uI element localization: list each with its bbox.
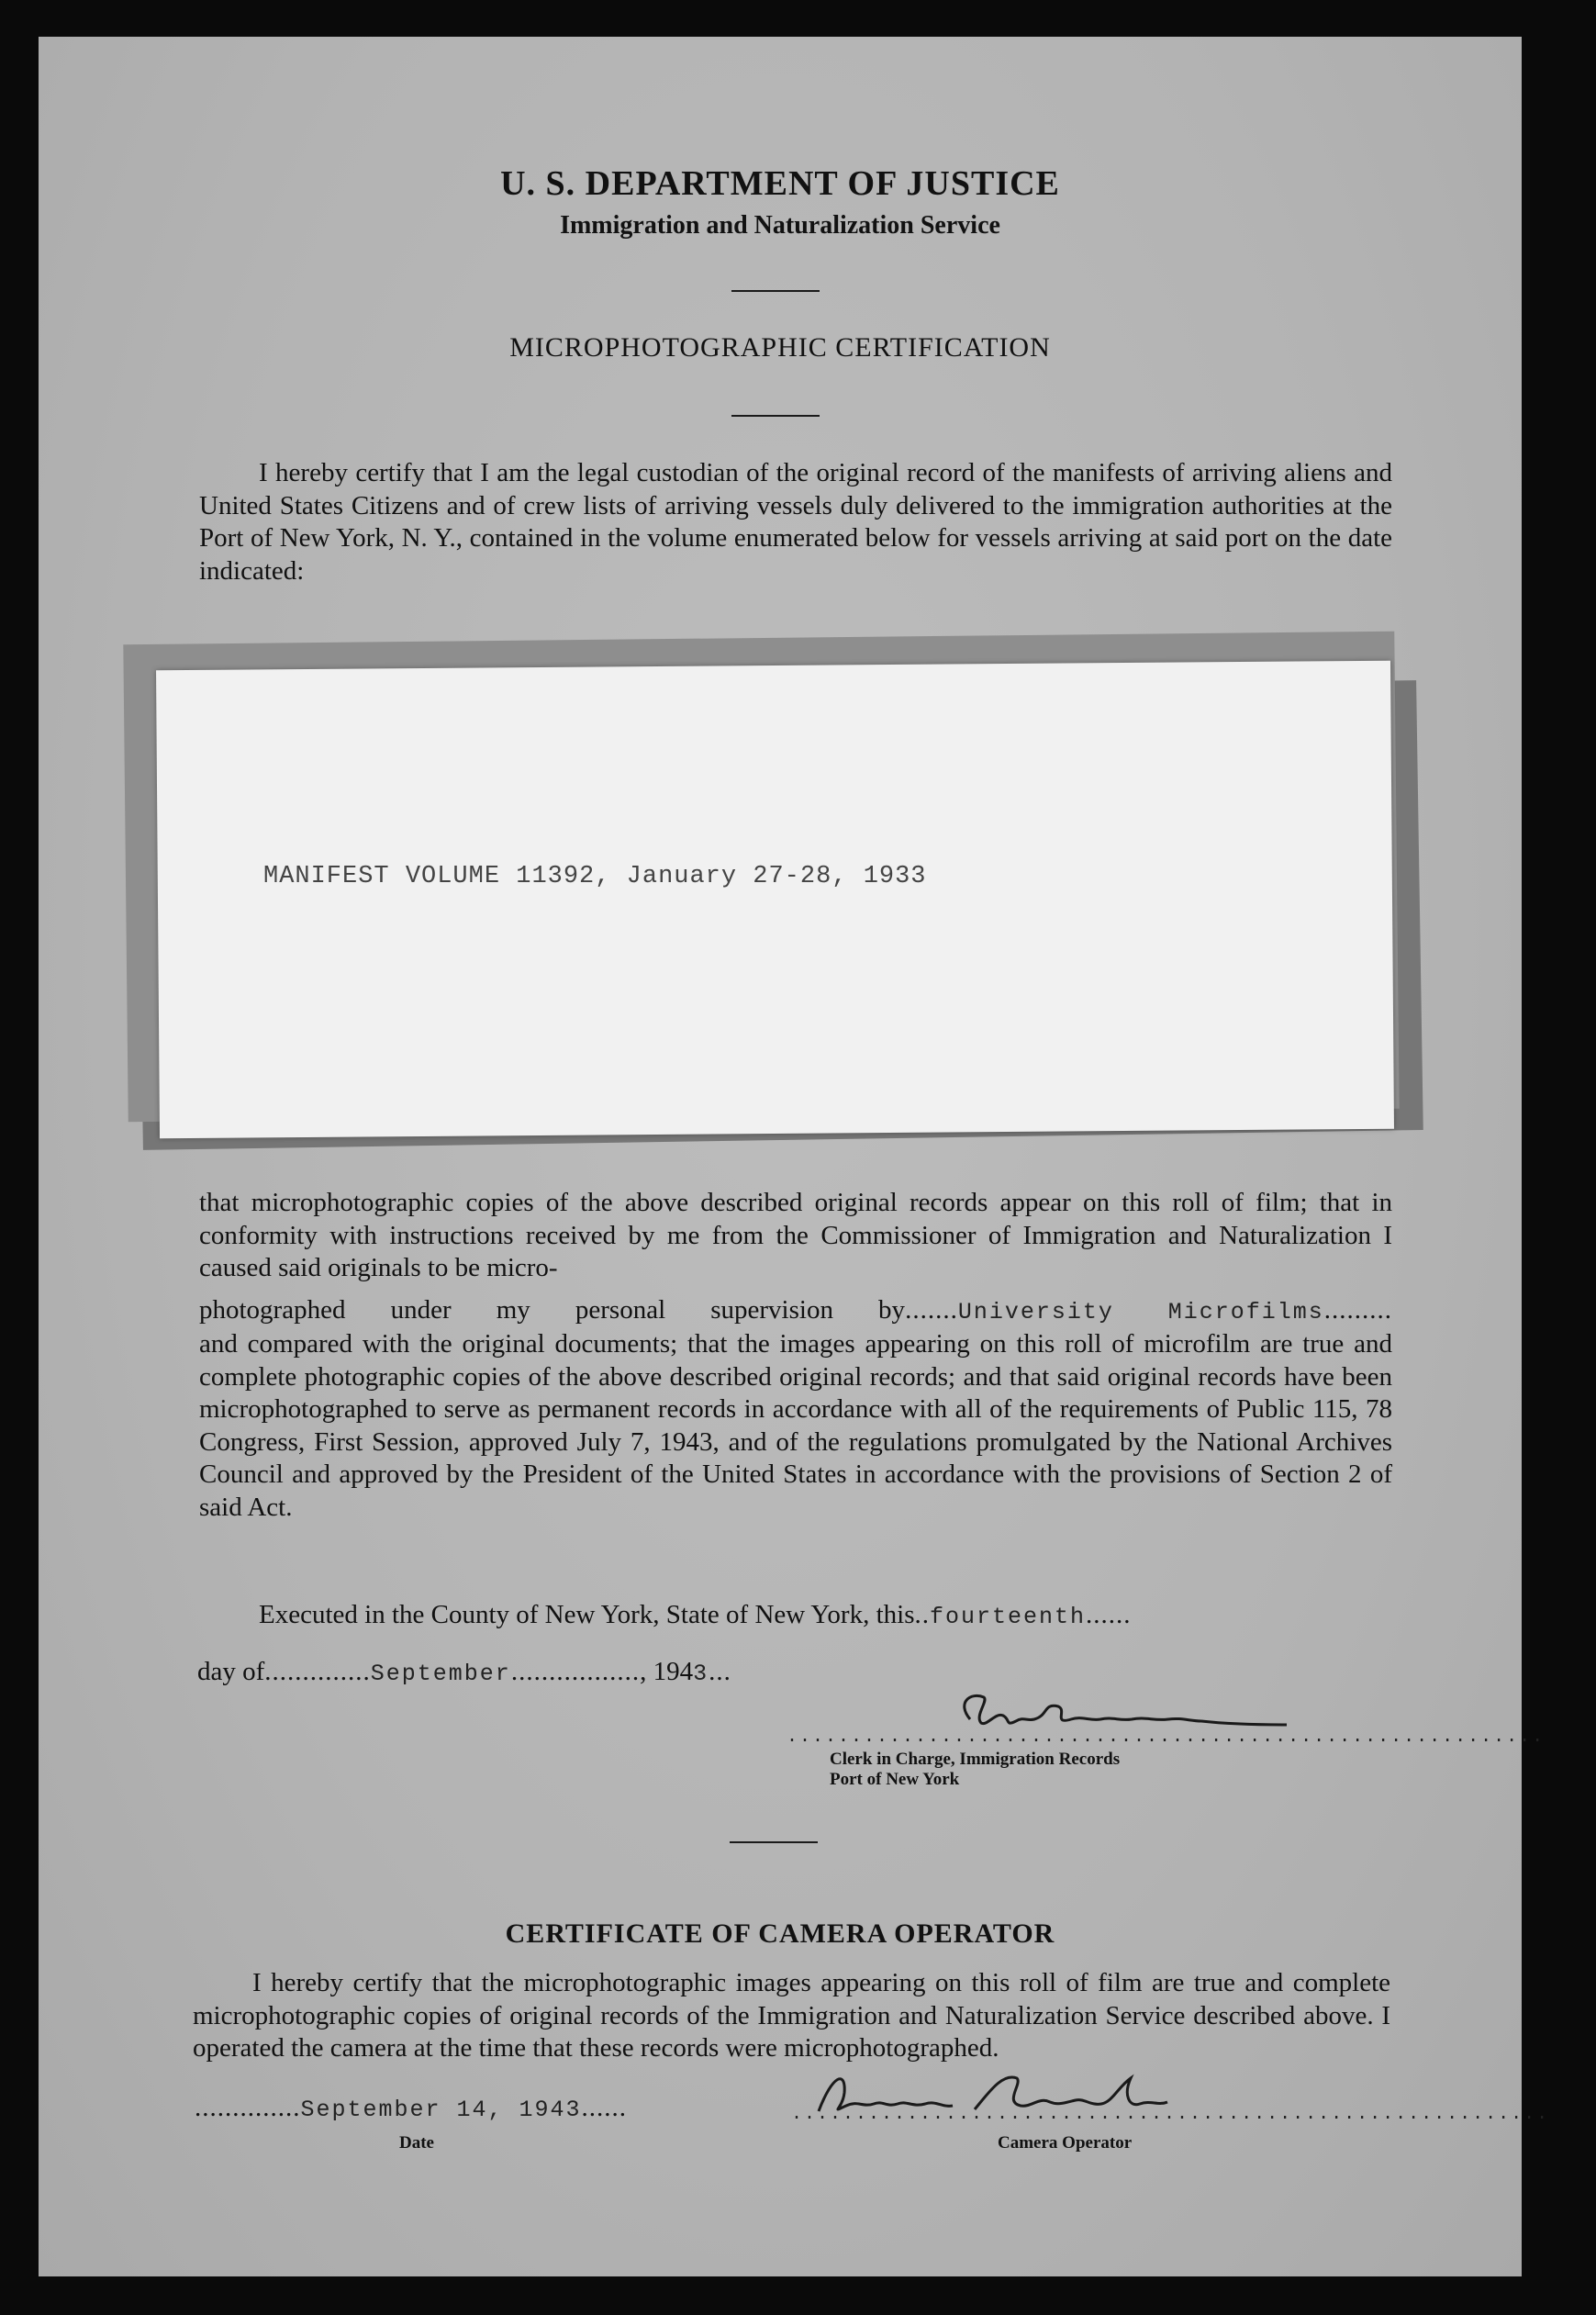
date-label: Date — [399, 2133, 434, 2153]
service-heading: Immigration and Naturalization Service — [560, 211, 1000, 240]
executed-prefix: Executed in the County of New York, State of New York, this — [259, 1600, 915, 1629]
body-start-text: that microphotographic copies of the above described original records appear on this roll of film; that in conformity with instructions received by me from the Commissioner of Immigration and Naturalization I caused said originals to be micro- — [199, 1188, 1392, 1282]
year-prefix: , 194 — [640, 1657, 694, 1686]
camera-operator-label: Camera Operator — [998, 2133, 1133, 2153]
intro-paragraph: I hereby certify that I am the legal custodian of the original record of the manifests of arriving aliens and United States Citizens and of crew lists of arriving vessels duly delivered to the immigration authorities at the Port of New York, N. Y., contained in the volume enumerated below for vessels arriving at said port on the date indicated: — [199, 458, 1392, 586]
executed-line: Executed in the County of New York, State of New York, this..fourteenth...... — [259, 1600, 1132, 1630]
manifest-slip — [156, 661, 1394, 1139]
camera-operator-signature — [791, 2065, 1550, 2130]
signer-title: Clerk in Charge, Immigration Records — [830, 1750, 1121, 1769]
divider-rule — [731, 290, 820, 292]
body-end-text: and compared with the original documents; that the images appearing on this roll of microfilm are true and complete photographic copies of the above described original records; and that said original records have been microphotographed to serve as permanent records in accordance with all of the requirements of Public 115, 78 Congress, First Session, approved July 7, 1943, and of the regulations promulgated by the National Archives Council and approved by the President of the United States in accordance with the provisions of Section 2 of said Act. — [199, 1329, 1392, 1522]
supervision-line: photographed under my personal supervision by.......University Microfilms......... — [199, 1294, 1392, 1325]
svg-text:..............................: ........................................................... — [791, 2104, 1550, 2125]
body-paragraph — [199, 1187, 1392, 1524]
supervision-prefix: photographed under my personal supervision by — [199, 1294, 906, 1325]
certification-title: MICROPHOTOGRAPHIC CERTIFICATION — [509, 332, 1051, 363]
clerk-signature — [787, 1684, 1546, 1749]
signer-location: Port of New York — [830, 1770, 960, 1789]
divider-rule — [730, 1841, 818, 1843]
year-digit: 3 — [693, 1661, 709, 1687]
executed-month: September — [370, 1661, 511, 1687]
camera-operator-title: CERTIFICATE OF CAMERA OPERATOR — [505, 1918, 1055, 1949]
microfilm-company: University Microfilms — [957, 1298, 1324, 1325]
date-line: ..............September 14, 1943...... — [195, 2093, 628, 2123]
day-of-label: day of — [197, 1657, 265, 1686]
manifest-volume-text: MANIFEST VOLUME 11392, January 27-28, 1933 — [263, 863, 927, 890]
certificate-page — [39, 37, 1550, 2276]
svg-text:..............................: ........................................................... — [787, 1727, 1546, 1748]
executed-day: fourteenth — [929, 1604, 1087, 1630]
day-of-line: day of..............September................., 1943... — [197, 1657, 731, 1687]
department-heading: U. S. DEPARTMENT OF JUSTICE — [500, 164, 1060, 203]
divider-rule — [731, 415, 820, 417]
camera-operator-statement: I hereby certify that the microphotographic images appearing on this roll of film are true and complete microphotographic copies of original records of the Immigration and Naturalization Service described above. I operated the camera at the time that these records were microphotographed. — [193, 1968, 1390, 2063]
camera-date-value: September 14, 1943 — [300, 2097, 582, 2123]
